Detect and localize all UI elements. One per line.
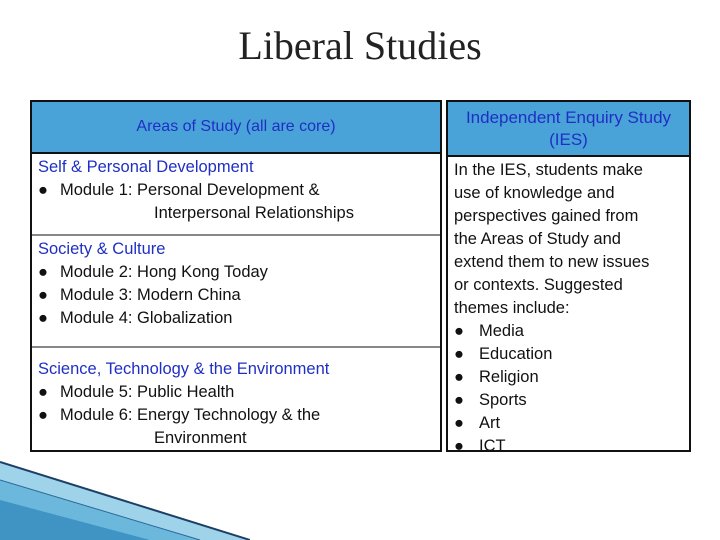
section-title: Society & Culture: [38, 240, 166, 258]
section-self-development: [32, 154, 440, 236]
ies-text-line: the Areas of Study and: [454, 230, 621, 248]
ies-text-line: perspectives gained from: [454, 207, 639, 225]
areas-of-study-table: [30, 100, 442, 452]
module-label: Module 2: Hong Kong Today: [60, 263, 268, 281]
bullet-icon: ●: [38, 383, 48, 401]
ies-text-line: or contexts. Suggested: [454, 276, 623, 294]
bullet-icon: ●: [454, 345, 464, 363]
bullet-icon: ●: [38, 406, 48, 424]
ies-table: [446, 100, 691, 455]
list-item: [38, 179, 434, 202]
bullet-icon: ●: [454, 391, 464, 409]
bullet-icon: ●: [454, 368, 464, 386]
ies-text-line: themes include:: [454, 299, 570, 317]
list-item: [454, 343, 683, 366]
module-label: Module 6: Energy Technology & the: [60, 406, 321, 424]
ies-text-line: In the IES, students make: [454, 161, 643, 179]
ies-text-line: use of knowledge and: [454, 184, 615, 202]
theme-label: Sports: [479, 391, 527, 409]
ies-description: [448, 157, 689, 458]
module-label-continued: Environment: [154, 429, 247, 447]
list-item: [38, 404, 434, 427]
bullet-icon: ●: [38, 309, 48, 327]
module-label-continued: Interpersonal Relationships: [154, 204, 354, 222]
list-item: [454, 320, 683, 343]
bullet-icon: ●: [38, 263, 48, 281]
module-label: Module 1: Personal Development &: [60, 181, 320, 199]
bullet-icon: ●: [38, 181, 48, 199]
list-item: [38, 284, 434, 307]
ies-header: Independent Enquiry Study (IES): [448, 102, 689, 157]
module-label: Module 4: Globalization: [60, 309, 233, 327]
section-society-culture: [32, 236, 440, 348]
section-science-technology: [32, 348, 440, 452]
bullet-icon: ●: [454, 414, 464, 432]
ies-text-line: extend them to new issues: [454, 253, 650, 271]
theme-label: ICT: [479, 437, 506, 455]
list-item: [38, 381, 434, 404]
list-item: [38, 307, 434, 330]
module-label: Module 5: Public Health: [60, 383, 235, 401]
bullet-icon: ●: [38, 286, 48, 304]
theme-label: Education: [479, 345, 553, 363]
list-item: [38, 261, 434, 284]
list-item: [454, 389, 683, 412]
list-item: [454, 412, 683, 435]
areas-header: Areas of Study (all are core): [32, 102, 440, 154]
slide-title: Liberal Studies: [238, 23, 482, 68]
theme-label: Media: [479, 322, 524, 340]
section-title: Science, Technology & the Environment: [38, 360, 330, 378]
section-title: Self & Personal Development: [38, 158, 254, 176]
bullet-icon: ●: [454, 322, 464, 340]
list-item: [454, 366, 683, 389]
theme-label: Art: [479, 414, 501, 432]
module-label: Module 3: Modern China: [60, 286, 241, 304]
list-item: [454, 435, 683, 458]
bullet-icon: ●: [454, 437, 464, 455]
theme-label: Religion: [479, 368, 539, 386]
decorative-wave-graphic: [0, 450, 250, 540]
